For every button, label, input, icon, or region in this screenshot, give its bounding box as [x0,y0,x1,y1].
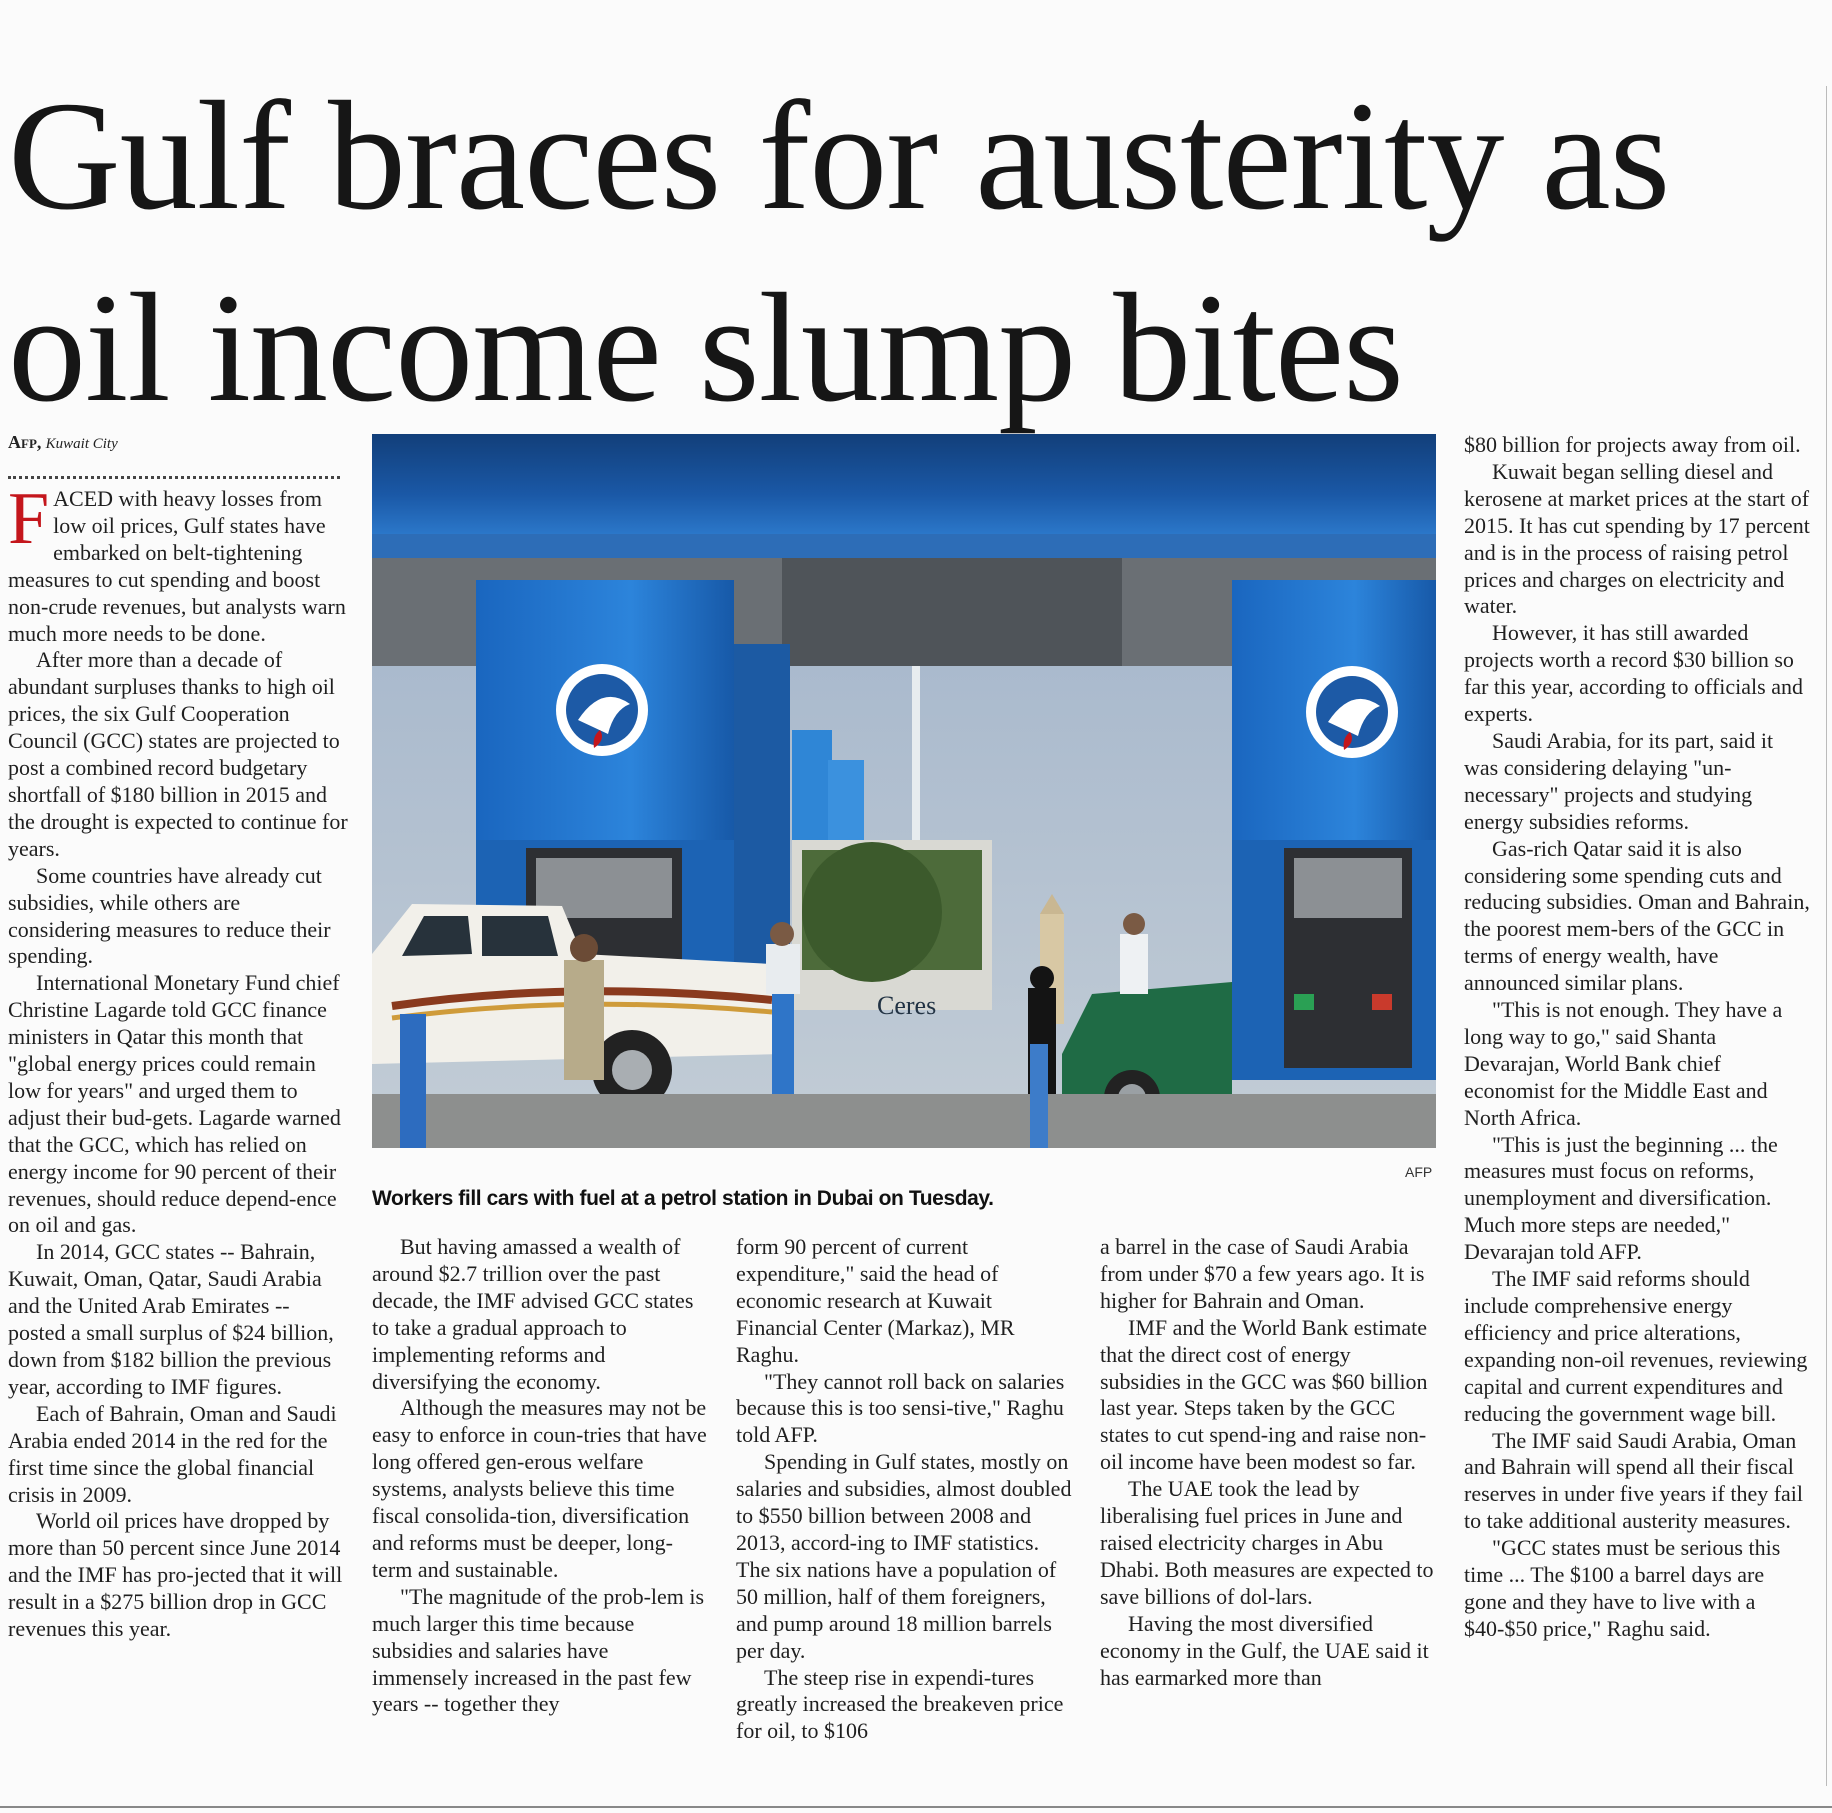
bottom-rule [0,1806,1832,1808]
paragraph: Kuwait began selling diesel and kerosene at market prices at the start of 2015. It has cut spending by 17 percent and is in the process of raising petrol prices and charges on electricity and water. [1464,458,1810,619]
article-column-3 [736,1234,1072,1745]
paragraph: Each of Bahrain, Oman and Saudi Arabia ended 2014 in the red for the first time since the global financial crisis in 2009. [8,1400,337,1507]
article-column-5 [1464,432,1810,1643]
paragraph: Saudi Arabia, for its part, said it was considering delaying "un-necessary" projects and studying energy subsidies reforms. [1464,727,1774,834]
paragraph: But having amassed a wealth of around $2.7 trillion over the past decade, the IMF advised GCC states to take a gradual approach to implementing reforms and diversifying the economy. [372,1234,694,1394]
paragraph: In 2014, GCC states -- Bahrain, Kuwait, Oman, Qatar, Saudi Arabia and the United Arab Emirates -- posted a small surplus of $24 billion, down from $182 billion the previous year, according to IMF figures. [8,1239,334,1399]
paragraph: $80 billion for projects away from oil. [1464,432,1801,457]
paragraph: Gas-rich Qatar said it is also considering some spending cuts and reducing subsidies. Oman and Bahrain, the poorest mem-bers of the GCC in terms of energy wealth, have announced similar plans. [1464,835,1810,996]
byline [8,432,118,453]
paragraph: Some countries have already cut subsidies, while others are considering measures to reduce their spending. [8,862,331,969]
headline-line-1: Gulf braces for austerity as [8,69,1670,242]
paragraph: The IMF said Saudi Arabia, Oman and Bahrain will spend all their fiscal reserves in under five years if they fail to take additional austerity measures. [1464,1427,1804,1534]
paragraph: IMF and the World Bank estimate that the direct cost of energy subsidies in the GCC was $60 billion last year. Steps taken by the GCC states to cut spend-ing and raise non-oil income have been modest so far. [1100,1314,1428,1475]
page-edge-rule [1826,86,1827,1786]
headline [8,60,1828,444]
paragraph: The steep rise in expendi-tures greatly increased the breakeven price for oil, to $106 [736,1664,1064,1744]
paragraph: The UAE took the lead by liberalising fuel prices in June and raised electricity charges in Abu Dhabi. Both measures are expected to save billions of dol-lars. [1100,1476,1434,1609]
byline-city: Kuwait City [45,436,118,452]
paragraph: "This is not enough. They have a long way to go," said Shanta Devarajan, World Bank chief economist for the Middle East and North Africa. [1464,997,1783,1130]
paragraph: "GCC states must be serious this time ... The $100 a barrel days are gone and they have to live with a $40-$50 price," Raghu said. [1464,1535,1781,1641]
byline-agency: Afp, [8,432,42,452]
headline-line-2: oil income slump bites [8,261,1403,434]
news-photo [372,434,1436,1148]
article-column-4 [1100,1234,1436,1691]
paragraph: Spending in Gulf states, mostly on salaries and subsidies, almost doubled to $550 billion between 2008 and 2013, accord-ing to IMF statistics. The six nations have a population of 50 million, half of them foreigners, and pump around 18 million barrels per day. [736,1449,1072,1663]
paragraph: However, it has still awarded projects worth a record $30 billion so far this year, according to officials and experts. [1464,620,1803,727]
drop-cap: F [8,478,50,560]
article-column-1 [8,478,348,1643]
paragraph: International Monetary Fund chief Christine Lagarde told GCC finance ministers in Qatar this month that "global energy prices could remain low for years" and urged them to adjust their bud-gets. Lagarde warned that the GCC, which has relied on energy income for 90 percent of their revenues, should reduce depend-ence on oil and gas. [8,970,341,1238]
byline-dotted-rule [8,476,340,479]
article-column-2 [372,1234,708,1718]
photo-credit: AFP [1405,1164,1433,1180]
paragraph: World oil prices have dropped by more than 50 percent since June 2014 and the IMF has pro-jected that it will result in a $275 billion drop in GCC revenues this year. [8,1508,343,1642]
paragraph: "They cannot roll back on salaries because this is too sensi-tive," Raghu told AFP. [736,1368,1065,1448]
petrol-station-illustration [372,434,1436,1148]
photo-caption: Workers fill cars with fuel at a petrol station in Dubai on Tuesday. [372,1187,994,1210]
paragraph: Although the measures may not be easy to enforce in coun-tries that have long offered gen-erous welfare systems, analysts believe this time fiscal consolida-tion, diversification and reforms must be deeper, long-term and sustainable. [372,1395,707,1582]
paragraph: "This is just the beginning ... the measures must focus on reforms, unemployment and diversification. Much more steps are needed," Devarajan told AFP. [1464,1131,1778,1265]
paragraph: Having the most diversified economy in the Gulf, the UAE said it has earmarked more than [1100,1610,1429,1690]
truck-sign: Ceres [877,991,937,1020]
falcon-logo-right [1306,666,1398,758]
paragraph: The IMF said reforms should include comprehensive energy efficiency and price alterations, expanding non-oil revenues, reviewing capital and current expenditures and reducing the government wage bill. [1464,1266,1808,1426]
paragraph: form 90 percent of current expenditure," said the head of economic research at Kuwait Financial Center (Markaz), MR Raghu. [736,1234,1015,1367]
lead-text: ACED with heavy losses from low oil prices, Gulf states have embarked on belt-tightening measures to cut spending and boost non-crude revenues, but analysts warn much more needs to be done. [8,486,346,646]
falcon-logo-left [556,664,648,756]
paragraph: "The magnitude of the prob-lem is much larger this time because subsidies and salaries have immensely increased in the past few years -- together they [372,1583,705,1717]
paragraph: After more than a decade of abundant surpluses thanks to high oil prices, the six Gulf Cooperation Council (GCC) states are projected to post a combined record budgetary shortfall of $180 billion in 2015 and the drought is expected to continue for years. [8,647,348,861]
lead-paragraph [8,478,348,647]
paragraph: a barrel in the case of Saudi Arabia from under $70 a few years ago. It is higher for Bahrain and Oman. [1100,1234,1425,1313]
